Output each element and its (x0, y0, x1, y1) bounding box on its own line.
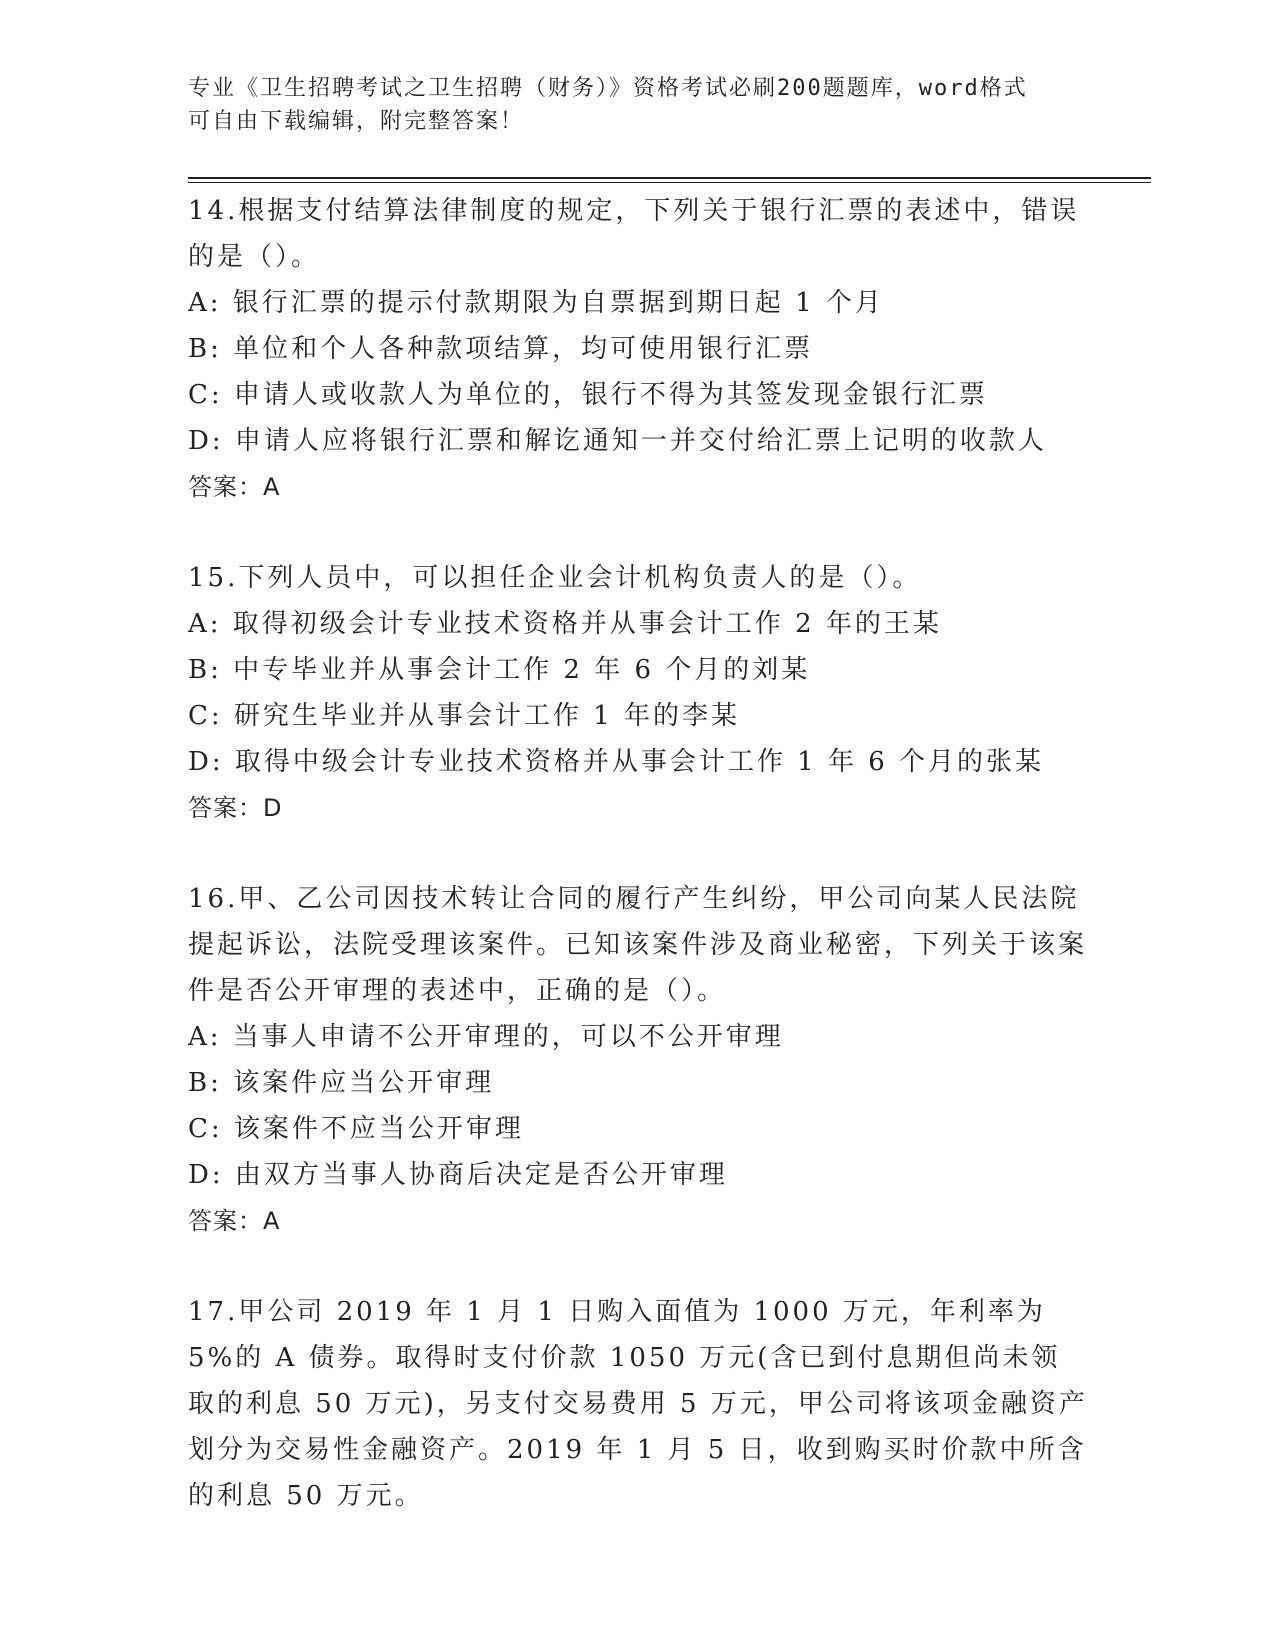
question-15 (188, 555, 1088, 831)
answer-label: 答案：A (188, 1207, 281, 1235)
option-b: B: 中专毕业并从事会计工作 2 年 6 个月的刘某 (188, 655, 811, 685)
option-b: B: 单位和个人各种款项结算，均可使用银行汇票 (188, 334, 814, 364)
option-b: B: 该案件应当公开审理 (188, 1068, 495, 1098)
option-c: C: 申请人或收款人为单位的，银行不得为其签发现金银行汇票 (188, 380, 988, 410)
answer-label: 答案：D (188, 794, 283, 822)
question-14 (188, 188, 1088, 510)
answer-label: 答案：A (188, 473, 281, 501)
header-line-2: 可自由下载编辑，附完整答案！ (188, 109, 525, 134)
question-17 (188, 1289, 1088, 1519)
question-stem: 14.根据支付结算法律制度的规定，下列关于银行汇票的表述中，错误的是（）。 (188, 196, 1080, 272)
option-a: A: 银行汇票的提示付款期限为自票据到期日起 1 个月 (188, 288, 884, 318)
document-header (188, 72, 1068, 138)
option-d: D: 取得中级会计专业技术资格并从事会计工作 1 年 6 个月的张某 (188, 747, 1045, 777)
header-divider-thin (188, 182, 1151, 183)
question-stem: 17.甲公司 2019 年 1 月 1 日购入面值为 1000 万元，年利率为 5%的 A 债券。取得时支付价款 1050 万元(含已到付息期但尚未领取的利息 50 万元)，另支付交易费用 5 万元，甲公司将该项金融资产划分为交易性金融资产。2019 年 1 月 5 日，收到购买时价款中所含的利息 50 万元。 (188, 1297, 1088, 1511)
option-d: D: 由双方当事人协商后决定是否公开审理 (188, 1160, 728, 1190)
option-d: D: 申请人应将银行汇票和解讫通知一并交付给汇票上记明的收款人 (188, 426, 1047, 456)
question-list (188, 188, 1088, 1564)
question-stem: 16.甲、乙公司因技术转让合同的履行产生纠纷，甲公司向某人民法院提起诉讼，法院受理该案件。已知该案件涉及商业秘密，下列关于该案件是否公开审理的表述中，正确的是（）。 (188, 884, 1088, 1006)
header-divider-thick (188, 177, 1151, 179)
option-c: C: 该案件不应当公开审理 (188, 1114, 524, 1144)
header-line-1: 专业《卫生招聘考试之卫生招聘（财务）》资格考试必刷200题题库，word格式 (188, 76, 1028, 101)
question-stem: 15.下列人员中，可以担任企业会计机构负责人的是（）。 (188, 563, 922, 593)
question-16 (188, 876, 1088, 1244)
option-a: A: 当事人申请不公开审理的，可以不公开审理 (188, 1022, 784, 1052)
option-a: A: 取得初级会计专业技术资格并从事会计工作 2 年的王某 (188, 609, 942, 639)
option-c: C: 研究生毕业并从事会计工作 1 年的李某 (188, 701, 740, 731)
